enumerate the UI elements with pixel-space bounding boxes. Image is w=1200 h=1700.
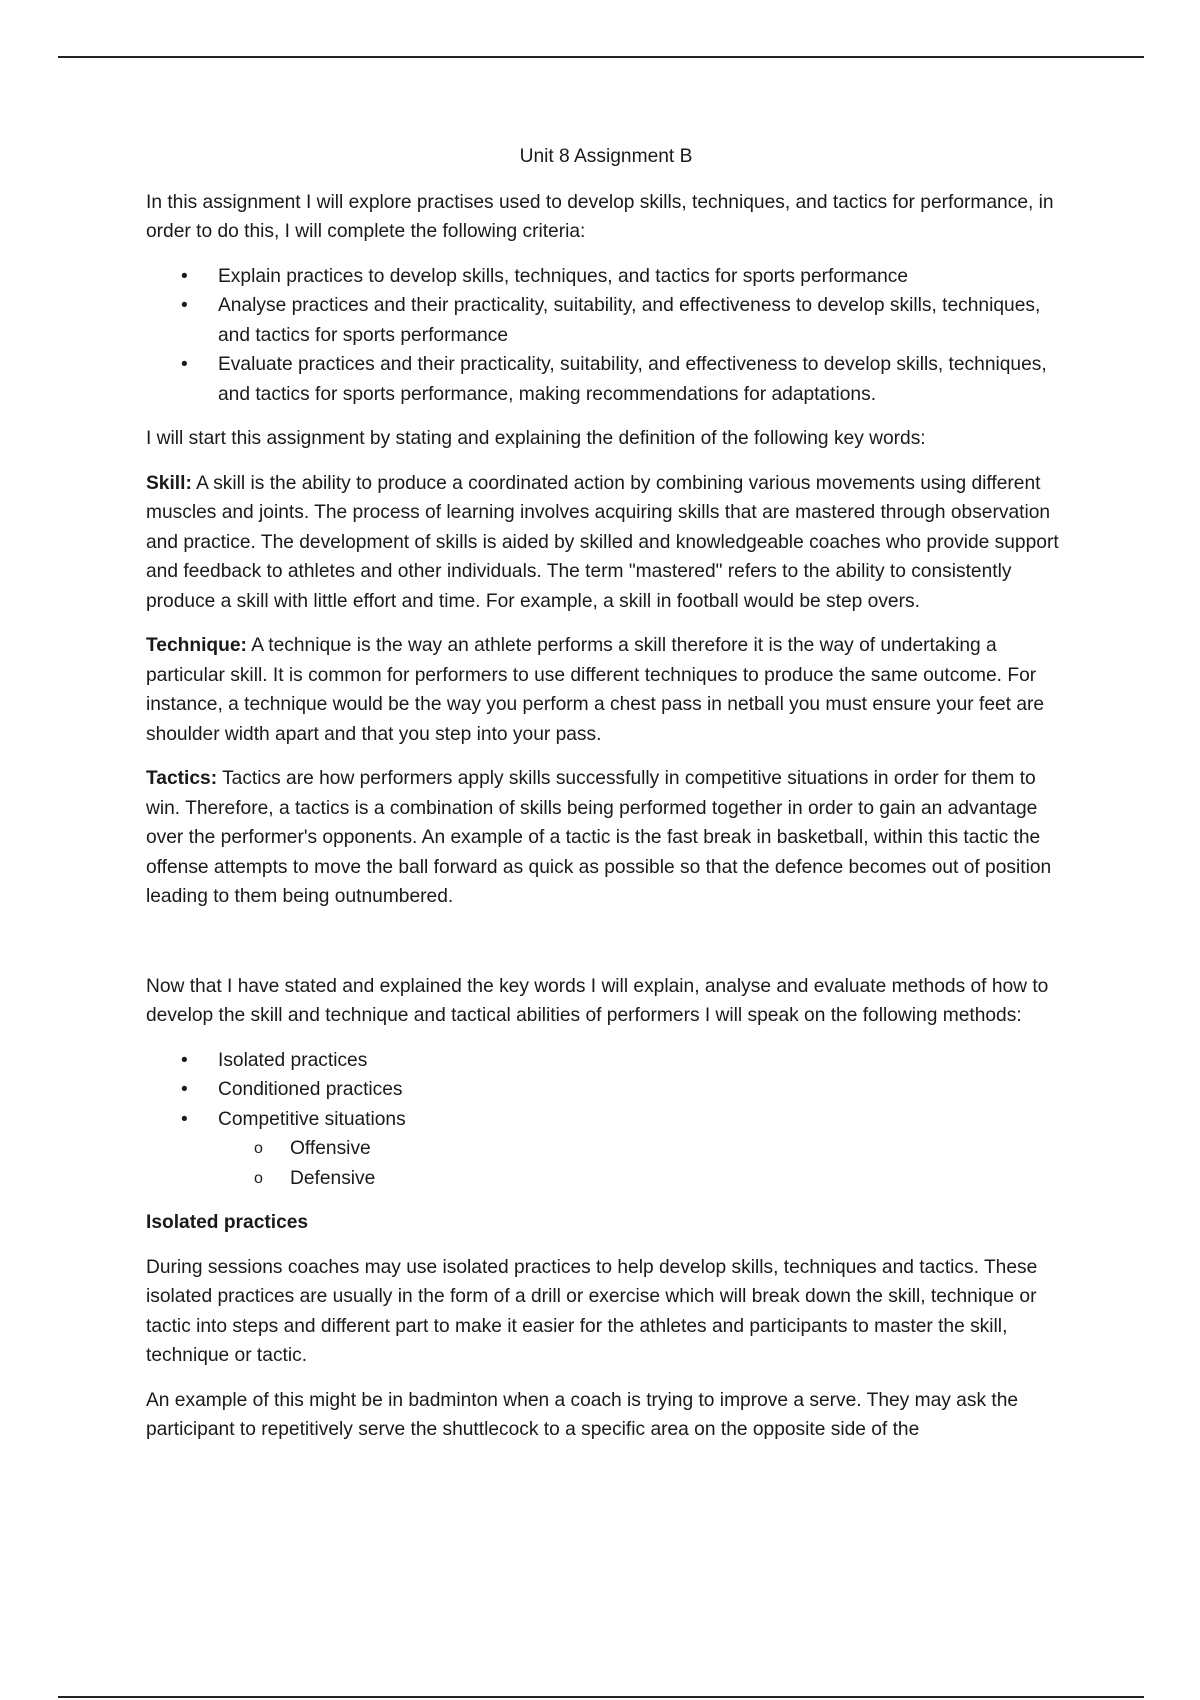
definition-tactics (146, 764, 1066, 912)
document-title: Unit 8 Assignment B (519, 146, 693, 167)
intro-paragraph: In this assignment I will explore practises used to develop skills, techniques, and tactics for performance, in order to do this, I will complete the following criteria: (146, 191, 1054, 242)
definition-skill (146, 469, 1066, 617)
definitions-intro: I will start this assignment by stating and explaining the definition of the following key words: (146, 428, 926, 449)
definition-term: Skill: (146, 472, 192, 494)
method-item (146, 1105, 1066, 1194)
definition-text: A skill is the ability to produce a coordinated action by combining various movements using different muscles and joints. The process of learning involves acquiring skills that are mastered through observation and practice. The development of skills is aided by skilled and knowledgeable coaches who provide support and feedback to athletes and other individuals. The term "mastered" refers to the ability to consistently produce a skill with little effort and time. For example, a skill in football would be step overs. (146, 472, 1059, 612)
method-item-label: Competitive situations (218, 1108, 406, 1130)
definition-term: Technique: (146, 635, 247, 656)
definition-text: A technique is the way an athlete performs a skill therefore it is the way of undertaking a particular skill. It is common for performers to use different techniques to produce the same outcome. For instance, a technique would be the way you perform a chest pass in netball you must ensure your feet are shoulder width apart and that you step into your pass. (146, 635, 1045, 745)
section-paragraph: During sessions coaches may use isolated practices to help develop skills, techniques and tactics. These isolated practices are usually in the form of a drill or exercise which will break down the skill, technique or tactic into steps and different part to make it easier for the athletes and participants to master the skill, technique or tactic. (146, 1256, 1038, 1366)
submethod-item: o Offensive (218, 1134, 1066, 1164)
method-item: • Conditioned practices (146, 1075, 1066, 1105)
definition-text: Tactics are how performers apply skills successfully in competitive situations in order for them to win. Therefore, a tactics is a combination of skills being performed together in order to gain an advantage over the performer's opponents. An example of a tactic is the fast break in basketball, within this tactic the offense attempts to move the ball forward as quick as possible so that the defence becomes out of position leading to them being outnumbered. (146, 768, 1052, 907)
section-paragraph: An example of this might be in badminton when a coach is trying to improve a serve. They may ask the participant to repetitively serve the shuttlecock to a specific area on the opposite side of the (146, 1389, 1019, 1440)
definition-technique (146, 631, 1066, 749)
criteria-item: • Explain practices to develop skills, techniques, and tactics for sports performance (146, 262, 1066, 292)
submethods-list (218, 1134, 1066, 1193)
methods-list (146, 1046, 1066, 1194)
criteria-item: • Analyse practices and their practicality, suitability, and effectiveness to develop skills, techniques, and tactics for sports performance (146, 291, 1066, 350)
page-bottom-rule (58, 1696, 1144, 1698)
definition-term: Tactics: (146, 768, 218, 789)
criteria-item: • Evaluate practices and their practicality, suitability, and effectiveness to develop skills, techniques, and tactics for sports performance, making recommendations for adaptations. (146, 350, 1066, 409)
submethod-item: o Defensive (218, 1164, 1066, 1194)
method-item: • Isolated practices (146, 1046, 1066, 1076)
document-body (146, 142, 1066, 1460)
section-heading-text: Isolated practices (146, 1212, 309, 1233)
page-top-rule (58, 56, 1144, 58)
section-heading (146, 1208, 1066, 1238)
methods-intro: Now that I have stated and explained the key words I will explain, analyse and evaluate methods of how to develop the skill and technique and tactical abilities of performers I will speak on the following methods: (146, 975, 1049, 1026)
criteria-list (146, 262, 1066, 410)
blank-spacer (146, 927, 1066, 972)
